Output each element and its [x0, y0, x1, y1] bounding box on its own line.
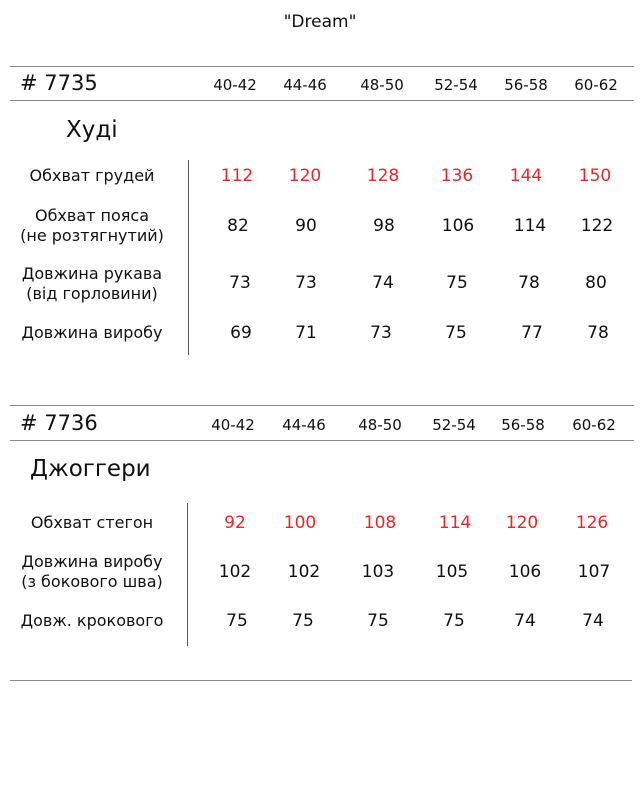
- cell-value: 100: [283, 513, 317, 533]
- size-label: 56-58: [501, 416, 545, 434]
- size-label: 60-62: [574, 76, 618, 94]
- cell-value: 69: [230, 323, 252, 343]
- cell-value: 120: [288, 166, 322, 186]
- cell-value: 73: [295, 273, 317, 293]
- section-heading: Худі: [66, 117, 118, 143]
- cell-value: 78: [587, 323, 609, 343]
- cell-value: 75: [446, 273, 468, 293]
- cell-value: 105: [435, 562, 469, 582]
- size-label: 52-54: [432, 416, 476, 434]
- column-divider: [187, 503, 188, 646]
- cell-value: 103: [361, 562, 395, 582]
- row-label: Обхват стегон: [30, 513, 154, 532]
- cell-value: 74: [514, 611, 536, 631]
- cell-value: 122: [580, 216, 614, 236]
- size-label: 40-42: [213, 76, 257, 94]
- cell-value: 102: [287, 562, 321, 582]
- cell-value: 107: [577, 562, 611, 582]
- cell-value: 75: [445, 323, 467, 343]
- size-label: 52-54: [434, 76, 478, 94]
- row-label: Обхват грудей: [29, 166, 155, 185]
- cell-value: 77: [521, 323, 543, 343]
- cell-value: 75: [367, 611, 389, 631]
- cell-value: 120: [505, 513, 539, 533]
- cell-value: 102: [218, 562, 252, 582]
- row-label: Обхват пояса (не розтягнутий): [20, 206, 164, 245]
- cell-value: 75: [443, 611, 465, 631]
- cell-value: 73: [370, 323, 392, 343]
- page-title: "Dream": [283, 12, 357, 32]
- size-label: 44-46: [282, 416, 326, 434]
- cell-value: 92: [224, 513, 246, 533]
- cell-value: 75: [292, 611, 314, 631]
- cell-value: 150: [578, 166, 612, 186]
- row-label: Довжина рукава (від горловини): [21, 264, 163, 303]
- divider: [10, 405, 634, 406]
- cell-value: 106: [441, 216, 475, 236]
- divider: [10, 440, 634, 441]
- product-code: # 7735: [20, 71, 98, 95]
- cell-value: 75: [226, 611, 248, 631]
- row-label: Довж. крокового: [20, 611, 164, 630]
- section-heading: Джоггери: [30, 456, 151, 482]
- cell-value: 98: [373, 216, 395, 236]
- size-label: 56-58: [504, 76, 548, 94]
- size-label: 44-46: [283, 76, 327, 94]
- divider: [10, 100, 634, 101]
- divider: [10, 680, 632, 681]
- cell-value: 106: [508, 562, 542, 582]
- cell-value: 73: [229, 273, 251, 293]
- product-code: # 7736: [20, 411, 98, 435]
- cell-value: 114: [513, 216, 547, 236]
- cell-value: 78: [518, 273, 540, 293]
- cell-value: 80: [585, 273, 607, 293]
- size-label: 40-42: [211, 416, 255, 434]
- cell-value: 108: [363, 513, 397, 533]
- cell-value: 74: [582, 611, 604, 631]
- size-label: 48-50: [358, 416, 402, 434]
- cell-value: 128: [366, 166, 400, 186]
- divider: [10, 66, 634, 67]
- column-divider: [188, 160, 189, 355]
- cell-value: 126: [575, 513, 609, 533]
- cell-value: 90: [295, 216, 317, 236]
- row-label: Довжина виробу (з бокового шва): [21, 552, 163, 591]
- cell-value: 112: [220, 166, 254, 186]
- cell-value: 71: [295, 323, 317, 343]
- row-label: Довжина виробу: [21, 323, 163, 342]
- cell-value: 144: [509, 166, 543, 186]
- cell-value: 136: [440, 166, 474, 186]
- cell-value: 82: [227, 216, 249, 236]
- size-label: 60-62: [572, 416, 616, 434]
- cell-value: 114: [438, 513, 472, 533]
- cell-value: 74: [372, 273, 394, 293]
- size-label: 48-50: [360, 76, 404, 94]
